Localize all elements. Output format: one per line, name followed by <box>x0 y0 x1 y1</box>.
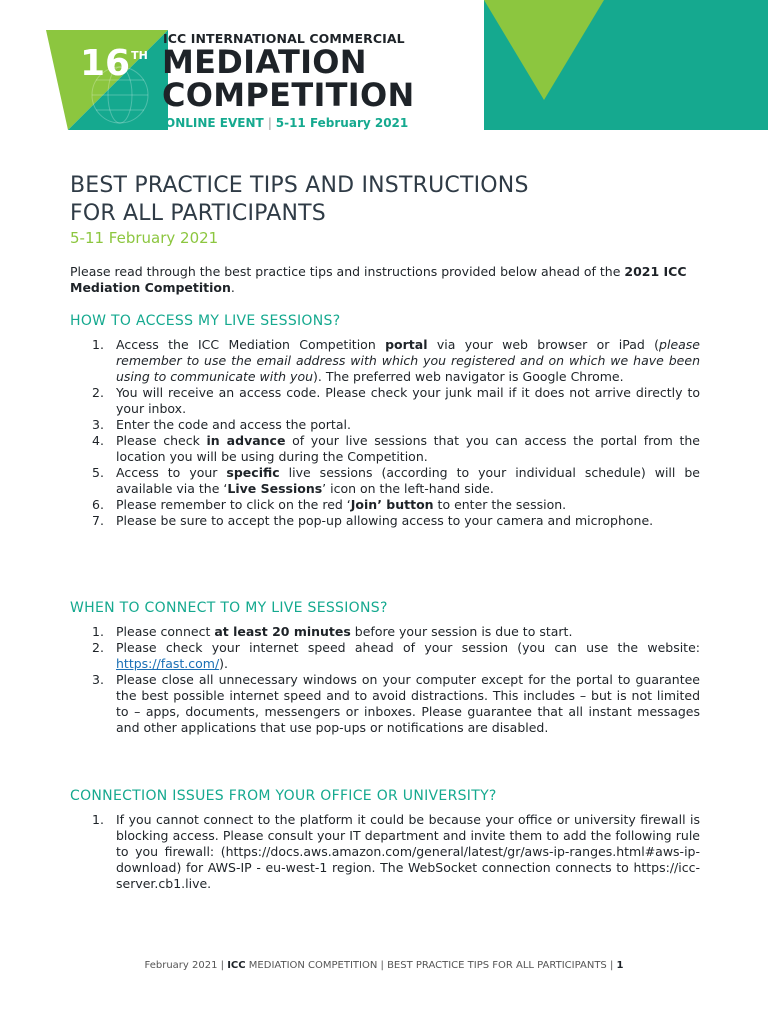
item-text: to enter the session. <box>433 497 567 512</box>
event-subtitle: ONLINE EVENT | 5-11 February 2021 <box>165 116 409 130</box>
list-item <box>70 672 700 736</box>
event-line: ICC INTERNATIONAL COMMERCIAL <box>163 31 405 46</box>
list-number: 3. <box>92 672 104 687</box>
page-number: 1 <box>616 960 624 971</box>
document-title <box>70 172 700 228</box>
list-number: 4. <box>92 433 104 448</box>
item-bold: Live Sessions <box>227 481 323 496</box>
list-item <box>70 337 700 385</box>
item-text: Please connect <box>116 624 215 639</box>
connect-list <box>70 624 700 736</box>
footer-brand: ICC <box>227 960 246 971</box>
edition-suffix: TH <box>131 49 148 62</box>
intro-text: Please read through the best practice tips and instructions provided below ahead of the <box>70 264 621 279</box>
item-text: ). The preferred web navigator is Google Chrome. <box>313 369 624 384</box>
item-text: Access to your <box>116 465 227 480</box>
section-heading-connect: WHEN TO CONNECT TO MY LIVE SESSIONS? <box>70 600 388 616</box>
intro-paragraph <box>70 264 700 296</box>
list-item <box>70 640 700 672</box>
access-list <box>70 337 700 529</box>
item-text: Please be sure to accept the pop-up allowing access to your camera and microphone. <box>116 513 654 528</box>
item-bold: Join’ button <box>350 497 434 512</box>
list-number: 1. <box>92 624 104 639</box>
list-number: 5. <box>92 465 104 480</box>
list-item <box>70 497 700 513</box>
event-title-line1: MEDIATION <box>162 43 367 81</box>
item-text: You will receive an access code. Please check your junk mail if it does not arrive directly to your inbox. <box>116 385 700 416</box>
event-dates: 5-11 February 2021 <box>275 116 409 130</box>
footer-text: MEDIATION COMPETITION | BEST PRACTICE TIPS FOR ALL PARTICIPANTS | <box>248 960 614 971</box>
list-number: 7. <box>92 513 104 528</box>
footer-date: February 2021 <box>144 960 218 971</box>
item-bold: specific <box>226 465 280 480</box>
item-bold: in advance <box>206 433 286 448</box>
list-item <box>70 417 700 433</box>
item-bold: portal <box>385 337 428 352</box>
item-text: Please check your internet speed ahead of your session (you can use the website: <box>116 640 700 655</box>
item-text: Please check <box>116 433 207 448</box>
document-title-line2: FOR ALL PARTICIPANTS <box>70 201 326 226</box>
fast-com-link[interactable]: https://fast.com/ <box>116 656 220 671</box>
list-number: 6. <box>92 497 104 512</box>
page-footer: February 2021 | ICC MEDIATION COMPETITION | BEST PRACTICE TIPS FOR ALL PARTICIPANTS | 1 <box>144 960 624 971</box>
item-text: live sessions (according to your individual schedule) will be available via the ‘ <box>116 465 700 496</box>
list-number: 1. <box>92 337 104 352</box>
list-item <box>70 465 700 497</box>
list-item <box>70 812 700 892</box>
edition-badge <box>80 43 160 84</box>
intro-bold: 2021 ICC Mediation Competition <box>70 264 687 295</box>
item-italic: please remember to use the email address with which you registered and on which we have been using to communicate with you <box>116 337 700 384</box>
event-title <box>162 43 415 114</box>
header-decoration <box>484 0 768 130</box>
item-text: Enter the code and access the portal. <box>116 417 351 432</box>
section-heading-issues: CONNECTION ISSUES FROM YOUR OFFICE OR UNIVERSITY? <box>70 788 497 804</box>
item-text: via your web browser or iPad ( <box>427 337 660 352</box>
list-item <box>70 624 700 640</box>
list-number: 2. <box>92 385 104 400</box>
item-text: ). <box>219 656 229 671</box>
list-item <box>70 385 700 417</box>
item-text: Please close all unnecessary windows on your computer except for the portal to guarantee the best possible internet speed and to avoid distractions. This includes – but is not limited to – apps, documents, messengers or inboxes. Please guarantee that all instant messages and other applications that use pop-ups or notifications are disabled. <box>116 672 700 735</box>
item-text: Please remember to click on the red ‘ <box>116 497 351 512</box>
list-number: 2. <box>92 640 104 655</box>
item-text: before your session is due to start. <box>350 624 573 639</box>
document-title-line1: BEST PRACTICE TIPS AND INSTRUCTIONS <box>70 173 529 198</box>
list-item <box>70 433 700 465</box>
edition-number: 16 <box>80 43 131 84</box>
online-event-label: ONLINE EVENT <box>165 116 264 130</box>
list-item <box>70 513 700 529</box>
item-text: ’ icon on the left-hand side. <box>322 481 494 496</box>
document-date: 5-11 February 2021 <box>70 229 219 247</box>
item-text: of your live sessions that you can access the portal from the location you will be using during the Competition. <box>116 433 701 464</box>
event-title-line2: COMPETITION <box>162 76 415 114</box>
list-number: 3. <box>92 417 104 432</box>
item-text: If you cannot connect to the platform it could be because your office or university firewall is blocking access. Please consult your IT department and invite them to add the following rule to you firewall: (https://docs.aws.amazon.com/general/latest/gr/aws-ip-ranges.html#aws-ip-download) for AWS-IP - eu-west-1 region. The WebSocket connection connects to https://icc-server.cb1.live. <box>116 812 700 891</box>
section-heading-access: HOW TO ACCESS MY LIVE SESSIONS? <box>70 313 341 329</box>
item-bold: at least 20 minutes <box>214 624 351 639</box>
list-number: 1. <box>92 812 104 827</box>
item-text: Access the ICC Mediation Competition <box>116 337 386 352</box>
intro-end: . <box>230 280 235 295</box>
issues-list <box>70 812 700 892</box>
